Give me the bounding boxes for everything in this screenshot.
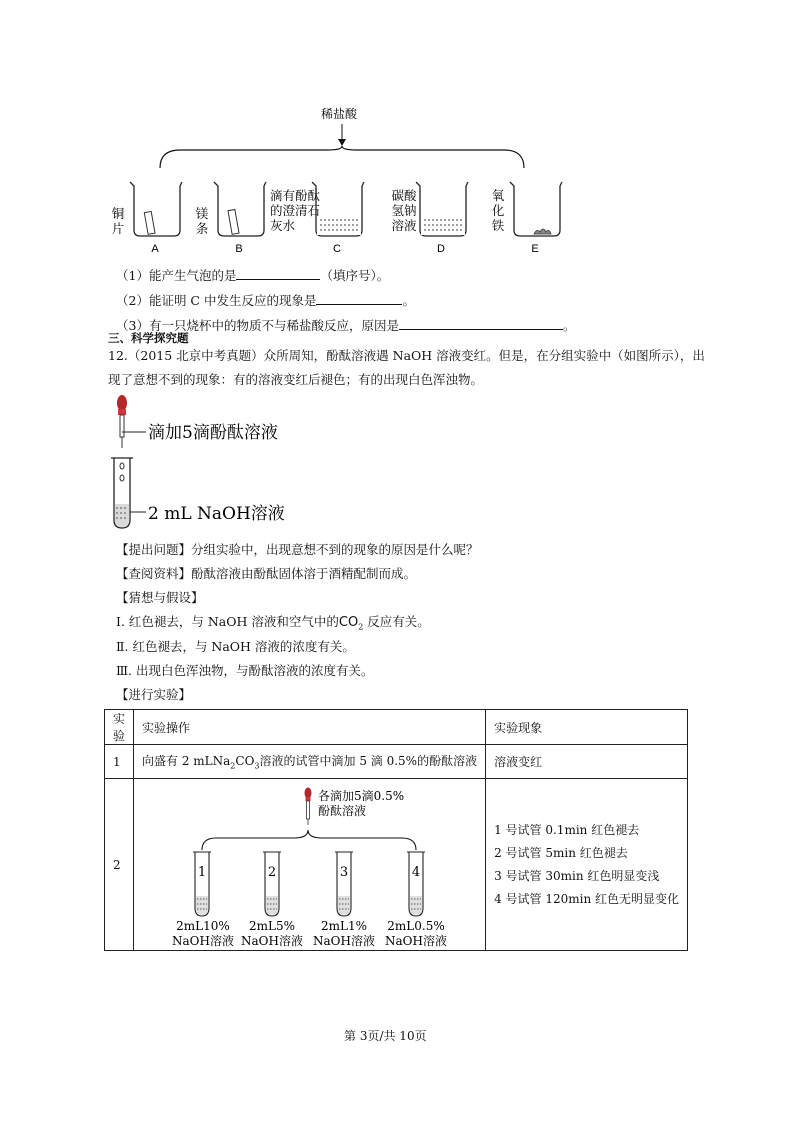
tube-number: 2 bbox=[267, 864, 277, 880]
page-footer: 第 3页/共 10页 bbox=[344, 1029, 427, 1043]
dropper-label: 滴加5滴酚酞溶液 bbox=[148, 423, 278, 443]
test-tube-1 bbox=[172, 852, 234, 948]
tube-label: NaOH溶液 bbox=[172, 933, 234, 948]
tube-label: 2mL1% bbox=[321, 918, 368, 933]
beaker-letter: C bbox=[333, 243, 341, 255]
tube-label: NaOH溶液 bbox=[313, 933, 375, 948]
table-row bbox=[105, 779, 688, 951]
beaker-letter: A bbox=[151, 243, 159, 255]
beaker-side-label: 铁 bbox=[491, 218, 505, 233]
beaker-letter: E bbox=[531, 243, 539, 255]
q3-text: （3）有一只烧杯中的物质不与稀盐酸反应，原因是 bbox=[116, 318, 399, 333]
result-line: 1 号试管 0.1min 红色褪去 bbox=[494, 822, 640, 837]
test-tube-4 bbox=[385, 852, 447, 948]
tube-label: 2mL10% bbox=[176, 918, 230, 933]
experiment-title: 【进行实验】 bbox=[116, 687, 192, 702]
row-result: 溶液变红 bbox=[486, 745, 688, 779]
beaker-side-label: 片 bbox=[111, 221, 125, 236]
beaker-side-label: 铜 bbox=[111, 206, 125, 221]
tube-label: NaOH溶液 bbox=[385, 933, 447, 948]
table-row bbox=[105, 745, 688, 779]
q1-tail: （填序号）。 bbox=[320, 268, 390, 283]
tube-label: NaOH溶液 bbox=[241, 933, 303, 948]
figure-top-label: 酚酞溶液 bbox=[318, 803, 367, 818]
hypothesis-title: 【猜想与假设】 bbox=[116, 590, 204, 605]
result-line: 2 号试管 5min 红色褪去 bbox=[494, 845, 628, 860]
beaker-A bbox=[112, 182, 182, 255]
hypothesis-3: Ⅲ. 出现白色浑浊物，与酚酞溶液的浓度有关。 bbox=[116, 663, 374, 678]
beaker-side-label: 条 bbox=[195, 221, 209, 236]
result-line: 3 号试管 30min 红色明显变浅 bbox=[494, 868, 660, 883]
header-cell: 实验 bbox=[105, 710, 134, 745]
beaker-side-label: 的澄清石 bbox=[270, 203, 321, 218]
figure-top-label: 各滴加5滴0.5% bbox=[318, 788, 405, 803]
beaker-side-label: 氢钠 bbox=[391, 203, 417, 218]
header-cell: 实验操作 bbox=[134, 710, 486, 745]
tube-label: 2mL0.5% bbox=[387, 918, 445, 933]
row-operation-figure bbox=[134, 779, 486, 951]
four-tubes-figure bbox=[134, 780, 464, 950]
beaker-side-label: 镁 bbox=[195, 206, 209, 221]
question-line: 【提出问题】分组实验中，出现意想不到的现象的原因是什么呢？ bbox=[116, 542, 479, 557]
tube-number: 4 bbox=[411, 864, 421, 880]
acid-label: 稀盐酸 bbox=[320, 107, 358, 121]
section-title: 三、科学探究题 bbox=[108, 331, 189, 345]
table-header-row bbox=[105, 710, 688, 745]
tube-label: 2mL5% bbox=[249, 918, 296, 933]
beaker-B bbox=[196, 182, 266, 255]
beaker-side-label: 溶液 bbox=[391, 218, 417, 233]
beaker-letter: B bbox=[235, 243, 243, 255]
row-number: 1 bbox=[105, 745, 134, 779]
result-line: 4 号试管 120min 红色无明显变化 bbox=[494, 891, 680, 906]
tube-number: 3 bbox=[339, 864, 349, 880]
q1-text: （1）能产生气泡的是 bbox=[116, 268, 237, 283]
hypothesis-2: Ⅱ. 红色褪去，与 NaOH 溶液的浓度有关。 bbox=[116, 639, 355, 654]
row-operation: 向盛有 2 $mLNa_2CO_3$溶液的试管中滴加 5 滴 0.5%的酚酞溶液 bbox=[134, 745, 486, 779]
beaker-side-label: 碳酸 bbox=[391, 188, 417, 203]
beaker-letter: D bbox=[437, 243, 445, 255]
hypothesis-1: Ⅰ. 红色褪去，与 NaOH 溶液和空气中的$CO_2$ 反应有关。 bbox=[116, 614, 430, 632]
beaker-E bbox=[492, 182, 562, 255]
beaker-side-label: 灰水 bbox=[270, 218, 296, 233]
q1-blank[interactable] bbox=[236, 267, 320, 280]
header-cell: 实验现象 bbox=[486, 710, 688, 745]
dropper-tube-figure bbox=[108, 392, 308, 532]
beaker-figure bbox=[100, 100, 580, 260]
q2-text: （2）能证明 C 中发生反应的现象是 bbox=[116, 293, 317, 308]
beaker-side-label: 滴有酚酞 bbox=[270, 188, 321, 203]
q2-blank[interactable] bbox=[316, 292, 402, 305]
experiment-table bbox=[104, 709, 688, 951]
beaker-side-label: 氧 bbox=[491, 188, 505, 203]
q12-line1: 12.（2015 北京中考真题）众所周知，酚酞溶液遇 NaOH 溶液变红。但是，在分组实验中（如图所示），出 bbox=[108, 348, 705, 363]
q2-tail: 。 bbox=[402, 293, 415, 308]
test-tube-2 bbox=[241, 852, 303, 948]
q12-line2: 现了意想不到的现象：有的溶液变红后褪色；有的出现白色浑浊物。 bbox=[108, 372, 484, 387]
row-results bbox=[486, 779, 688, 951]
test-tube-3 bbox=[313, 852, 375, 948]
row-number: 2 bbox=[105, 779, 134, 951]
reference-line: 【查阅资料】酚酞溶液由酚酞固体溶于酒精配制而成。 bbox=[116, 566, 417, 581]
q3-tail: 。 bbox=[562, 318, 576, 333]
beaker-side-label: 化 bbox=[491, 203, 505, 218]
q3-blank[interactable] bbox=[399, 317, 563, 330]
beaker-C bbox=[270, 182, 364, 255]
tube-label: 2 mL NaOH溶液 bbox=[148, 504, 285, 524]
tube-number: 1 bbox=[197, 864, 207, 880]
beaker-D bbox=[391, 182, 468, 255]
